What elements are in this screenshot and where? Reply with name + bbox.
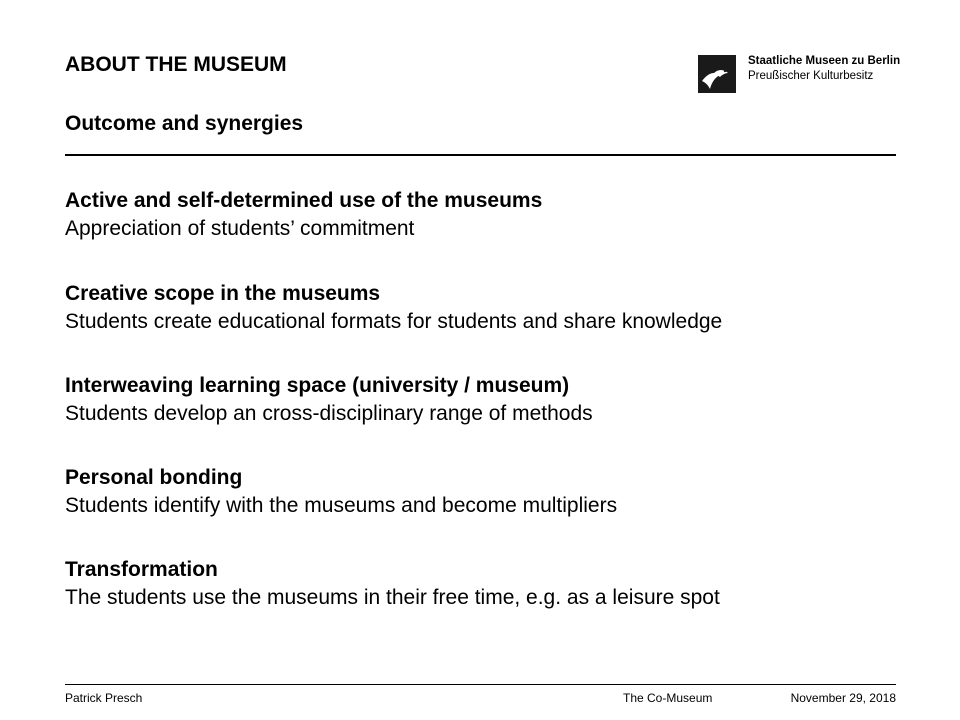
section-body: Students create educational formats for students and share knowledge [65,310,723,333]
section-body: Students identify with the museums and become multipliers [65,494,618,517]
header-divider [65,154,896,156]
outcome-section-1 [65,187,905,243]
section-body: Appreciation of students’ commitment [65,217,415,240]
outcome-section-3 [65,372,905,428]
section-heading: Creative scope in the museums [65,282,381,305]
outcome-section-2 [65,280,905,336]
footer-divider [65,684,896,685]
section-heading: Active and self-determined use of the museums [65,189,543,212]
eagle-logo-icon [698,55,736,93]
footer-project: The Co-Museum [623,691,713,705]
section-heading: Transformation [65,558,218,581]
outcome-section-4 [65,464,905,520]
footer-date: November 29, 2018 [790,691,896,705]
logo-name: Staatliche Museen zu Berlin [748,55,901,67]
institution-logo [698,55,901,95]
page-title: ABOUT THE MUSEUM [65,53,287,76]
section-heading: Interweaving learning space (university / museum) [65,374,570,397]
page-subtitle: Outcome and synergies [65,112,304,135]
footer-author: Patrick Presch [65,691,143,705]
section-heading: Personal bonding [65,466,243,489]
section-body: The students use the museums in their free time, e.g. as a leisure spot [65,586,720,609]
section-body: Students develop an cross-disciplinary range of methods [65,402,593,425]
outcome-section-5 [65,556,905,612]
logo-subname: Preußischer Kulturbesitz [748,70,874,82]
